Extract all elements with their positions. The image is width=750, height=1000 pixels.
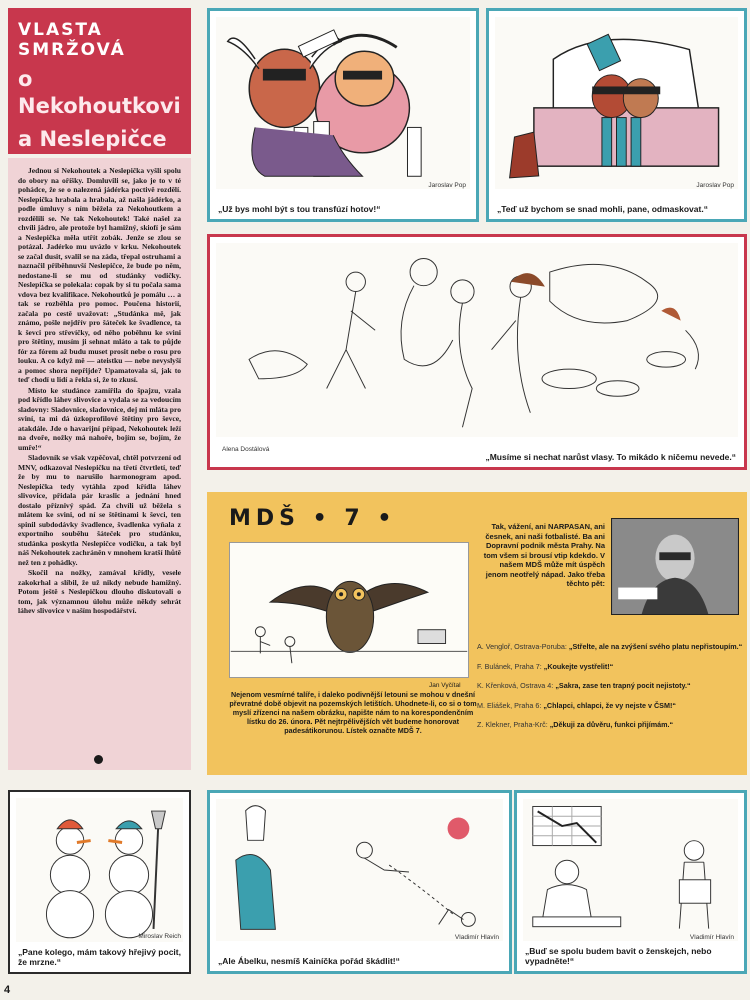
entry-quote: „Střelte, ale na zvýšení svého platu nepřistoupím.“ <box>568 642 743 651</box>
story-paragraph: Sladovník se však vzpěčoval, chtěl potvrzení od MNV, odkazoval Neslepičku na třetí čtvrtletí, teď že by mu to narušilo harmonogram apod. Neslepička tedy vytáhla zpod křídla láhev slivovice, přidala pár kraslic a jednání hned dostalo příznivý spád. Za chvíli už běžela s mlátem ke svini, od ní se štětinami k ševci, ten spinil subdodávky švadlence, švadlenka vyňala z exportního souběhu šáteček pro studánku, studánka poskytla Neslepičce vodičku, a tak byl náš Nekohoutek zachráněn v mnohem kratší lhůtě než ten z pohádky. <box>18 453 181 567</box>
couple-bed-drawing <box>495 17 738 189</box>
entry-name: F. Bulánek, Praha 7: <box>477 661 542 671</box>
mds-photo <box>611 518 739 615</box>
snowmen-drawing <box>16 798 183 942</box>
cartoon-author: Jaroslav Pop <box>696 182 734 189</box>
mds-entry <box>477 681 745 691</box>
cartoon-caption: „Pane kolego, mám takový hřejivý pocit, že mrzne.“ <box>18 947 181 967</box>
story-end-dot <box>94 755 103 764</box>
cartoon-mikado <box>207 234 747 470</box>
cartoon-mikado-illustration <box>216 243 738 437</box>
bull-drinking-drawing <box>216 17 470 189</box>
cartoon-snowmen <box>8 790 191 974</box>
mds-entries <box>477 642 745 740</box>
story-title-box <box>8 8 191 154</box>
page-number: 4 <box>4 984 11 996</box>
entry-quote: „Děkuji za důvěru, funkci přijímám.“ <box>549 720 674 729</box>
cartoon-author: Alena Dostálová <box>222 446 270 453</box>
mds-entry <box>477 662 745 672</box>
cartoon-caption: „Teď už bychom se snad mohli, pane, odmaskovat.“ <box>497 204 708 214</box>
cartoon-abel-kain <box>207 790 512 974</box>
entry-name: Z. Klekner, Praha-Krč: <box>477 720 548 729</box>
cartoon-snowmen-illustration <box>16 798 183 942</box>
story-paragraph: Místo ke studánce zamířila do špajzu, vzala pod křídlo láhev slivovice a vydala se za vedoucím sladovny: Sladovnice, sladovnice, dej mi mláta pro sviní, ta mi dá úzkoprofilové štětiny pro ševce, atakdále. Jde o havarijní případ, Nekohoutek leží na dvoře, nožky má nahoře, bojím se, bojím, že umře!“ <box>18 385 181 452</box>
story-title-line-1: o Nekohoutkovi <box>18 67 181 118</box>
office-drawing <box>523 799 738 941</box>
story-paragraph: Skočil na nožky, zamával křídly, vesele zakokrhal a slíbil, že už nikdy nebude hamižný. Potom ještě s Neslepičkou dlouho diskutovali o tom, jak významnou úlohu může někdy sehrát láhev slivovice v naším hospodářství. <box>18 568 181 615</box>
cartoon-author: Vladimír Hlavín <box>689 934 734 941</box>
mds-picture-author: Jan Vyčítal <box>429 682 461 689</box>
entry-quote: „Chlapci, chlapci, že vy nejste v ČSM!“ <box>543 700 676 710</box>
cartoon-caption: „Už bys mohl být s tou transfúzí hotov!“ <box>218 204 381 214</box>
cartoon-author: Miroslav Reich <box>138 933 181 940</box>
mds-owl-picture <box>229 542 469 678</box>
story-text <box>8 158 191 770</box>
man-photo <box>612 519 738 614</box>
cartoon-transfusion <box>207 8 479 222</box>
mds-intro: Tak, vážení, ani NARPASAN, ani česnek, ani naši fotbalisté. Ba ani Dopravní podnik města Prahy. Na tom všem si brousí vtip kdekdo. V našem MDŠ může mít úspěch jenom neotřelý nápad. Jako třeba těchto pět: <box>483 522 605 588</box>
entry-name: K. Křenková, Ostrava 4: <box>477 681 554 690</box>
entry-quote: „Koukejte vystřelit!“ <box>543 661 614 671</box>
mds-title: MDŠ • 7 • <box>229 506 397 531</box>
story-title-line-2: a Neslepičce <box>18 127 167 151</box>
mds-description: Nejenom vesmírné talíře, i daleko podivnější letouni se mohou v dnešní převratné době objevit na pozemských letištích. Uhodnete-li, co si o tom myslí zřízenci na našem obrázku, napište nám to na korespondenčním lístku do 26. února. Pět nejtrpělivějších vět budeme honorovat padesátikorunou. Lístek označte MDŠ 7. <box>229 690 477 735</box>
cartoon-caption: „Ale Ábelku, nesmíš Kainíčka pořád škádlit!“ <box>218 956 400 966</box>
cartoon-author: Vladimír Hlavín <box>454 934 499 941</box>
cartoon-unmask <box>486 8 747 222</box>
mds-entry <box>477 642 745 652</box>
entry-name: M. Eliášek, Praha 6: <box>477 700 542 710</box>
cartoon-caption: „Buď se spolu budem bavit o ženskejch, nebo vypadněte!“ <box>525 946 712 966</box>
cave-people-drawing <box>216 243 738 437</box>
cartoon-unmask-illustration <box>495 17 738 189</box>
mds-contest <box>207 492 747 775</box>
cartoon-abel-kain-illustration <box>216 799 503 941</box>
mds-entry <box>477 701 745 711</box>
cartoon-caption: „Musíme si nechat narůst vlasy. To mikádo k ničemu nevede.“ <box>485 452 736 462</box>
abel-kain-drawing <box>216 799 503 941</box>
entry-quote: „Sakra, zase ten trapný pocit nejistoty.“ <box>555 681 691 690</box>
owl-airport-drawing <box>230 543 468 677</box>
entry-name: A. Vengloř, Ostrava-Poruba: <box>477 642 567 651</box>
story-paragraph: Jednou si Nekohoutek a Neslepička vyšli spolu do obory na oříšky. Domluvili se, jako je to v té pohádce, že se o nalezená jádérka poctivě rozdělí. Neslepička hrabala a hrabala, až našla jádérko, a podle úmluvy s ním běžela za Nekohoutkem a rozdělili se. Ne tak Nekohoutek! Také našel za chvíli jádro, ale protože byl hamižný, skiofí je sám a Neslepička měla utřít zobák. Jenže se zlou se potázal. Jadérko mu uvázlo v krku. Nekohoutek se začal dusit, svalil se na záda, třepal ostruhami a naznačil přiběhnuvší Neslepičce, že bude po něm, nedostane-li se mu od studánky vodičky. Neslepička se polekala: copak by si tu počala sama vdova bez kvalifikace. Nekohoutků je pomálu … a tak se rozběhla pro pomoc. Poučena historií, začala po cestě uvažovat: „Studánka mě, jak známo, pošle nejdřív pro šáteček ke švadlence, ta k ševci pro střevíčky, od něho poběhnu ke svini pro štětiny, musím ji sehnat mláto a tak to půjde fór za fórem až budu muset prosit nebe o rosu pro louku. A co když mě — ateistku — nebe nevyslyší a pomoc shora nepřijde? Upamatovala si, jak to teď chodí u lidí a řekla si, že to zkusí. <box>18 166 181 384</box>
cartoon-author: Jaroslav Pop <box>428 182 466 189</box>
cartoon-office <box>514 790 747 974</box>
story-author: VLASTA SMRŽOVÁ <box>18 20 126 60</box>
cartoon-transfusion-illustration <box>216 17 470 189</box>
cartoon-office-illustration <box>523 799 738 941</box>
mds-entry <box>477 720 745 730</box>
